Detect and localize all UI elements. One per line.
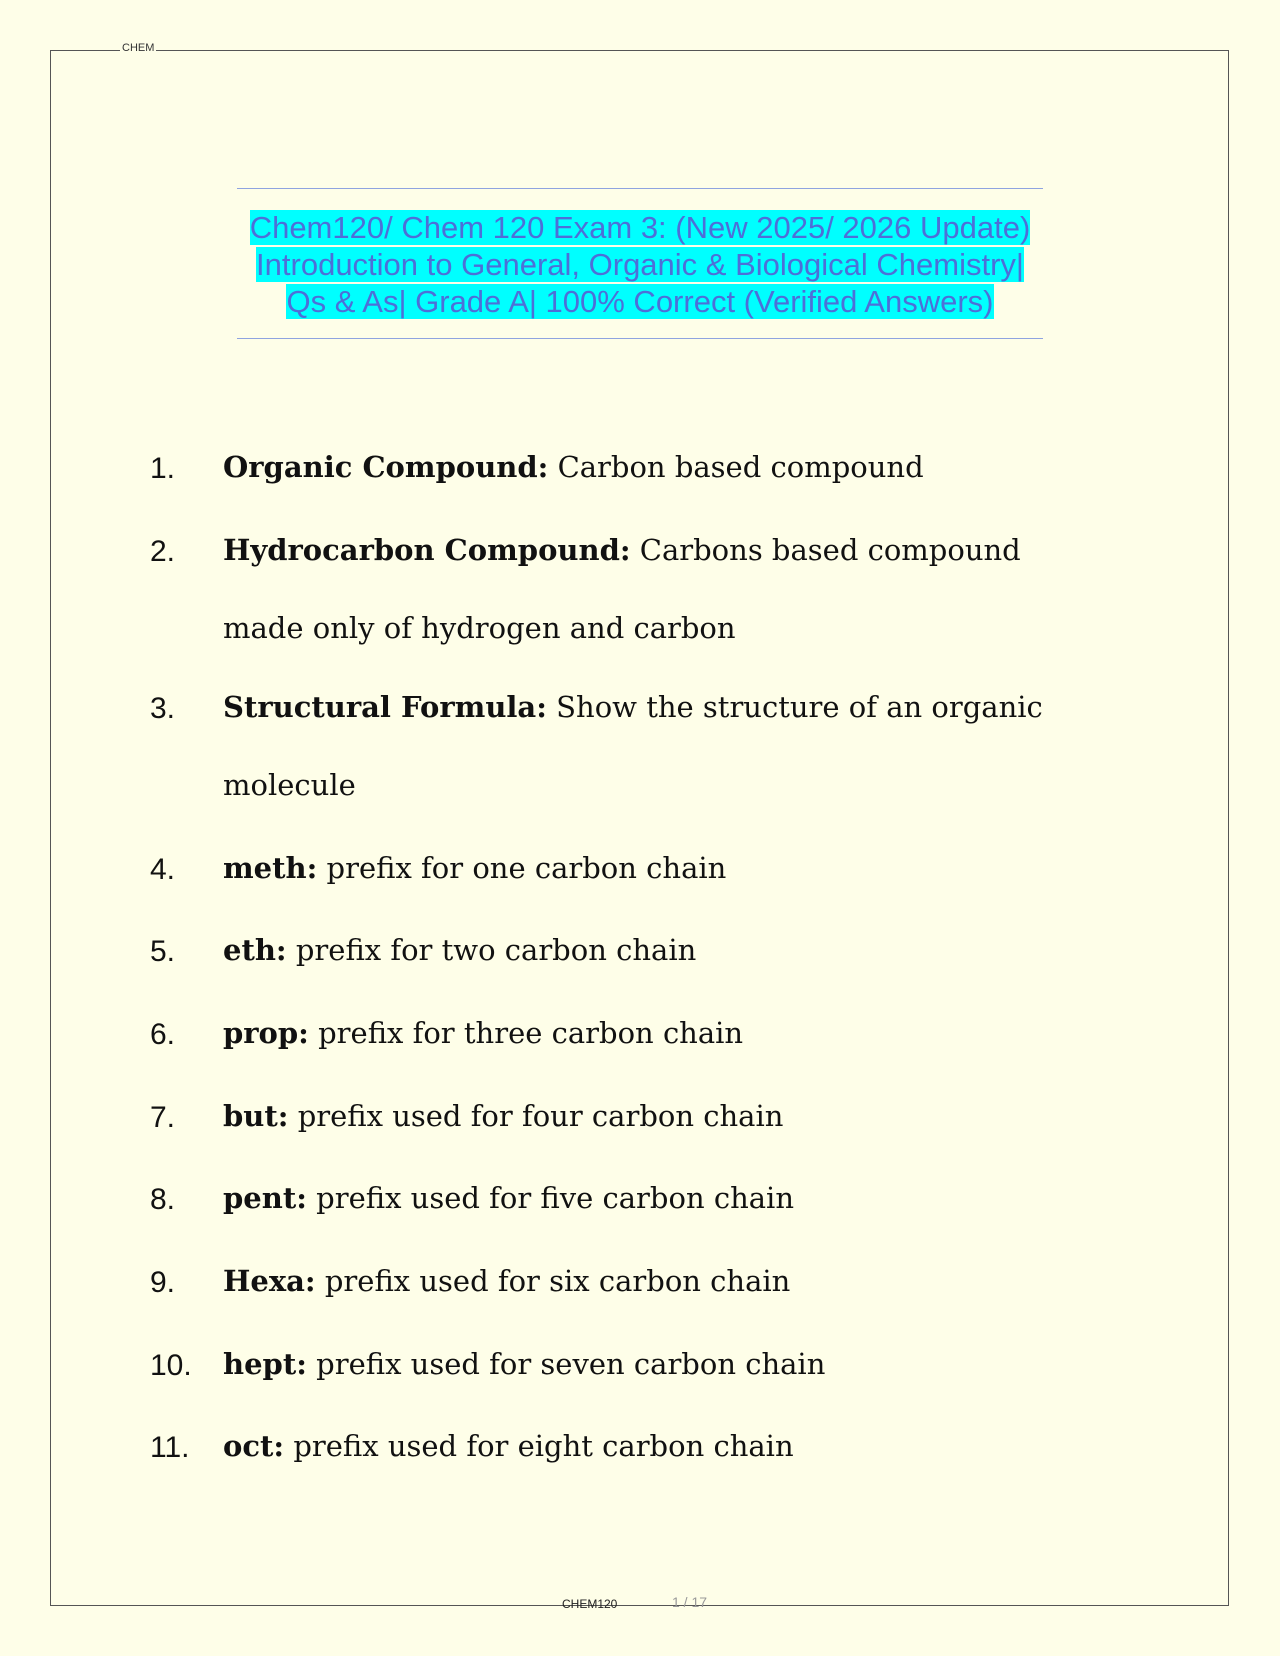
item-term: prop: [223,1016,309,1050]
item-term: but: [223,1099,289,1133]
item-term: meth: [223,851,318,885]
item-number: 3. [150,692,176,725]
page-indicator: 1 / 17 [672,1594,708,1610]
item-definition: prefix for three carbon chain [318,1016,744,1050]
item-text [223,1242,1103,1320]
item-text [223,511,1103,667]
footer-label: CHEM120 [562,1597,618,1611]
item-number: 10. [150,1349,192,1382]
item-text [223,911,1103,989]
item-number: 7. [150,1101,176,1134]
item-number: 8. [150,1183,176,1216]
item-text [223,1325,1103,1403]
item-definition: Show the structure of an organic molecule [223,690,1043,802]
item-number: 5. [150,935,176,968]
item-definition: prefix for one carbon chain [326,851,727,885]
item-text [223,1407,1103,1485]
item-text [223,428,1103,506]
item-number: 2. [150,535,176,568]
item-term: hept: [223,1347,307,1381]
item-text [223,829,1103,907]
title-block [237,188,1043,339]
item-definition: prefix used for seven carbon chain [316,1347,826,1381]
item-term: pent: [223,1181,307,1215]
item-term: Hydrocarbon Compound: [223,533,631,567]
item-term: Hexa: [223,1264,316,1298]
item-term: Structural Formula: [223,690,547,724]
item-text [223,668,1103,824]
item-number: 6. [150,1018,176,1051]
item-definition: prefix used for eight carbon chain [293,1429,794,1463]
item-definition: prefix used for six carbon chain [324,1264,791,1298]
document-title [237,209,1043,320]
item-number: 9. [150,1266,176,1299]
item-text [223,1077,1103,1155]
item-term: eth: [223,933,287,967]
item-text [223,994,1103,1072]
item-definition: Carbons based compound made only of hydrogen and carbon [223,533,1021,645]
item-definition: prefix used for four carbon chain [297,1099,784,1133]
item-definition: prefix for two carbon chain [295,933,697,967]
item-definition: prefix used for five carbon chain [316,1181,795,1215]
item-text [223,1159,1103,1237]
item-term: Organic Compound: [223,450,549,484]
title-highlight: Chem120/ Chem 120 Exam 3: (New 2025/ 2026 Update) Introduction to General, Organic & Biological Chemistry| Qs & As| Grade A| 100% Correct (Verified Answers) [249,210,1031,319]
item-number: 4. [150,853,176,886]
item-number: 1. [150,452,176,485]
item-term: oct: [223,1429,285,1463]
header-label: CHEM [122,42,155,54]
item-number: 11. [150,1431,190,1464]
item-definition: Carbon based compound [557,450,924,484]
